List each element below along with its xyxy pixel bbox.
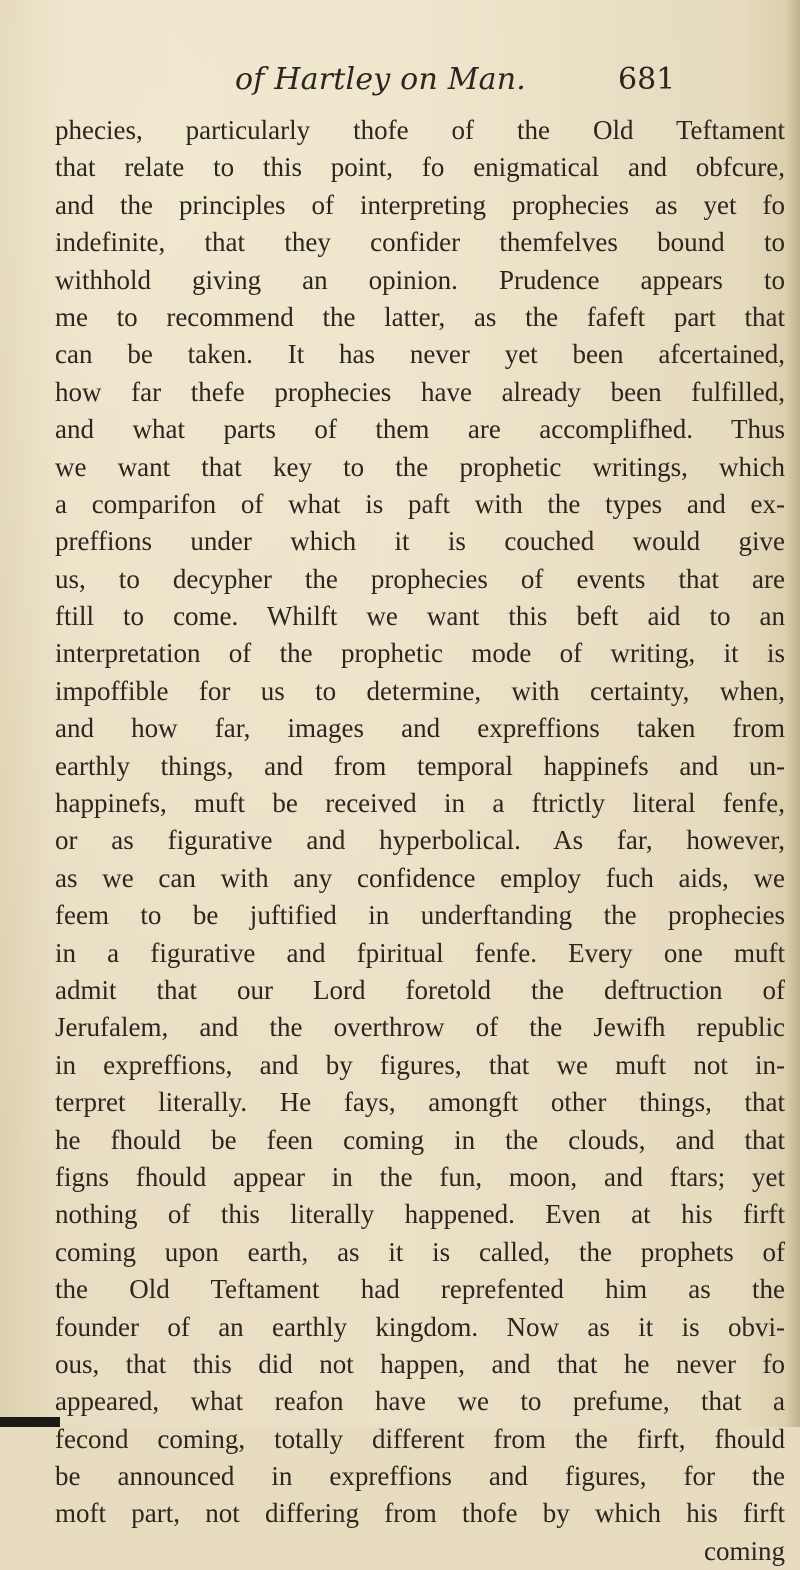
text-line: fecond coming, totally different from the firft, fhould bbox=[55, 1423, 785, 1454]
text-line: preffions under which it is couched would give bbox=[55, 526, 785, 557]
text-line: interpretation of the prophetic mode of writing, it is bbox=[55, 638, 785, 669]
text-line: the Old Teftament had reprefented him as the bbox=[55, 1274, 785, 1305]
text-line: Jerufalem, and the overthrow of the Jewifh republic bbox=[55, 1012, 785, 1043]
page-corner-mark bbox=[0, 1417, 60, 1427]
text-line: coming upon earth, as it is called, the prophets of bbox=[55, 1236, 785, 1267]
text-line: us, to decypher the prophecies of events that are bbox=[55, 563, 785, 594]
text-line: indefinite, that they confider themfelves bound to bbox=[55, 227, 785, 258]
text-line: feem to be juftified in underftanding the prophecies bbox=[55, 900, 785, 931]
text-line: happinefs, muft be received in a ftrictly literal fenfe, bbox=[55, 788, 785, 819]
body-text bbox=[55, 112, 785, 1570]
text-line: we want that key to the prophetic writings, which bbox=[55, 451, 785, 482]
running-head bbox=[0, 62, 800, 102]
text-line: that relate to this point, fo enigmatical and obfcure, bbox=[55, 152, 785, 183]
text-line: admit that our Lord foretold the deftruction of bbox=[55, 974, 785, 1005]
text-line: how far thefe prophecies have already been fulfilled, bbox=[55, 376, 785, 407]
page-number: 681 bbox=[618, 62, 676, 97]
text-line: earthly things, and from temporal happinefs and un- bbox=[55, 750, 785, 781]
page-edge-shadow bbox=[786, 0, 800, 1427]
text-line: be announced in expreffions and figures, for the bbox=[55, 1461, 785, 1492]
text-line: founder of an earthly kingdom. Now as it is obvi- bbox=[55, 1311, 785, 1342]
text-line: as we can with any confidence employ fuch aids, we bbox=[55, 862, 785, 893]
text-line: and how far, images and expreffions taken from bbox=[55, 713, 785, 744]
text-line: and what parts of them are accomplifhed. Thus bbox=[55, 414, 785, 445]
text-line: me to recommend the latter, as the fafeft part that bbox=[55, 301, 785, 332]
text-line: a comparifon of what is paft with the types and ex- bbox=[55, 488, 785, 519]
text-line: in expreffions, and by figures, that we muft not in- bbox=[55, 1049, 785, 1080]
text-line: in a figurative and fpiritual fenfe. Every one muft bbox=[55, 937, 785, 968]
text-line: withhold giving an opinion. Prudence appears to bbox=[55, 264, 785, 295]
text-line: terpret literally. He fays, amongft other things, that bbox=[55, 1087, 785, 1118]
text-line: impoffible for us to determine, with certainty, when, bbox=[55, 675, 785, 706]
text-line: ftill to come. Whilft we want this beft aid to an bbox=[55, 601, 785, 632]
text-line: moft part, not differing from thofe by which his firft bbox=[55, 1498, 785, 1529]
text-line: or as figurative and hyperbolical. As far, however, bbox=[55, 825, 785, 856]
text-line: can be taken. It has never yet been afcertained, bbox=[55, 339, 785, 370]
text-line: appeared, what reafon have we to prefume, that a bbox=[55, 1386, 785, 1417]
text-line: he fhould be feen coming in the clouds, and that bbox=[55, 1124, 785, 1155]
catchword: coming bbox=[704, 1535, 785, 1566]
text-line: and the principles of interpreting prophecies as yet fo bbox=[55, 189, 785, 220]
text-line: figns fhould appear in the fun, moon, and ftars; yet bbox=[55, 1161, 785, 1192]
running-title: of Hartley on Man. bbox=[235, 62, 526, 97]
text-line: ous, that this did not happen, and that he never fo bbox=[55, 1348, 785, 1379]
text-line: phecies, particularly thofe of the Old Teftament bbox=[55, 115, 785, 145]
text-line: nothing of this literally happened. Even at his firft bbox=[55, 1199, 785, 1230]
